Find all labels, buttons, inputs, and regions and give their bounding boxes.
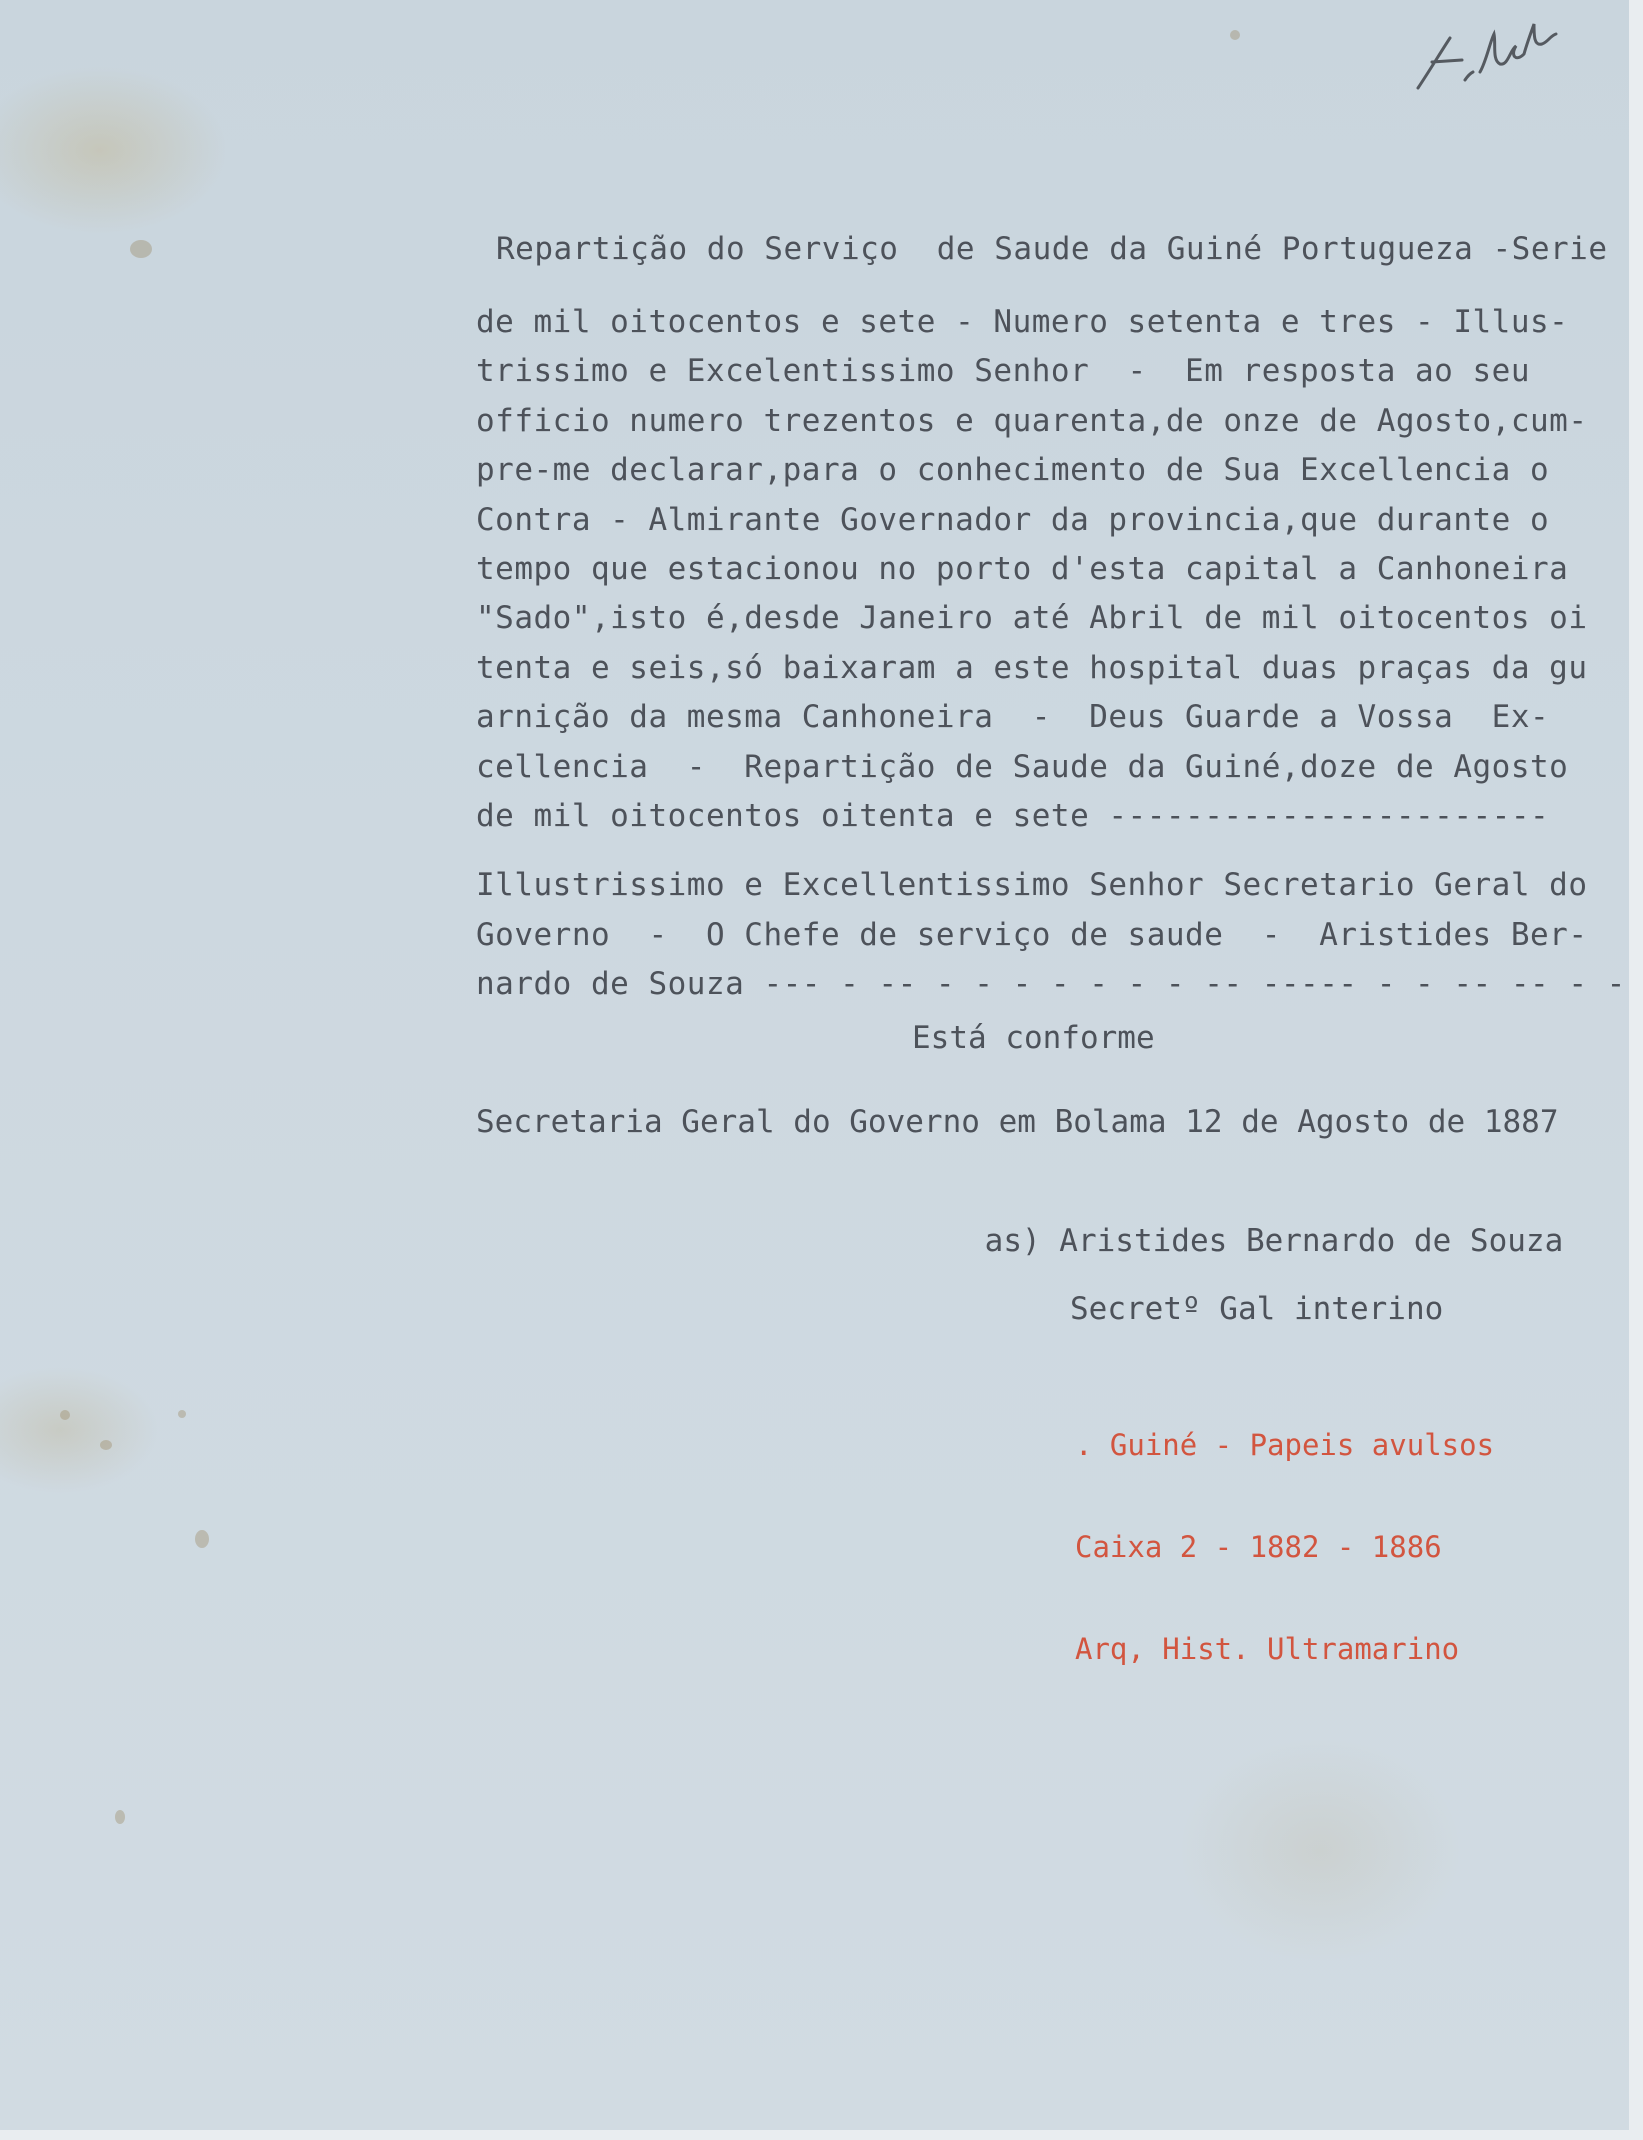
letter-line: Repartição do Serviço de Saude da Guiné Portugueza -Serie [496,231,1608,267]
signature-name: as) Aristides Bernardo de Souza [984,1223,1564,1259]
page-edge-bottom [0,2130,1643,2140]
letter-line: Contra - Almirante Governador da provincia,que durante o [476,501,1550,538]
letter-line: trissimo e Excelentissimo Senhor - Em resposta ao seu [476,353,1530,390]
signature-title: Secretº Gal interino [1070,1291,1444,1327]
letter-line: de mil oitocentos oitenta e sete ----------------------- [476,797,1550,834]
foxing-spot [100,1440,112,1450]
foxing-spot [1230,30,1240,40]
archive-stamp-line: Caixa 2 - 1882 - 1886 [1075,1530,1442,1564]
foxing-spot [130,240,152,258]
foxing-spot [115,1810,125,1824]
page-edge-right [1629,0,1643,2140]
letter-line: Governo - O Chefe de serviço de saude - Aristides Ber- [476,916,1588,953]
foxing-spot [60,1410,70,1420]
letter-line: "Sado",isto é,desde Janeiro até Abril de mil oitocentos oi [476,600,1588,637]
foxing-spot [195,1530,209,1548]
handwritten-signature-pencil [1410,10,1580,100]
letter-line: arnição da mesma Canhoneira - Deus Guarde a Vossa Ex- [476,699,1550,736]
archive-stamp-line: Arq, Hist. Ultramarino [1075,1632,1460,1666]
letter-line: tenta e seis,só baixaram a este hospital duas praças da gu [476,649,1588,686]
foxing-spot [178,1410,186,1418]
conforme-label: Está conforme [912,1020,1155,1056]
letter-line: officio numero trezentos e quarenta,de onze de Agosto,cum- [476,402,1588,439]
attestation-line: Secretaria Geral do Governo em Bolama 12 de Agosto de 1887 [476,1104,1559,1140]
archive-stamp-line: . Guiné - Papeis avulsos [1075,1428,1495,1462]
letter-line: de mil oitocentos e sete - Numero setenta e tres - Illus- [476,304,1569,340]
letter-line: cellencia - Repartição de Saude da Guiné,doze de Agosto [476,748,1569,785]
letter-line: nardo de Souza --- - -- - - - - - - - -- ----- - - -- -- - - [476,966,1626,1003]
letter-body [476,222,1631,1009]
letter-line: tempo que estacionou no porto d'esta capital a Canhoneira [476,550,1569,587]
letter-line: pre-me declarar,para o conhecimento de Sua Excellencia o [476,452,1550,489]
letter-line: Illustrissimo e Excellentissimo Senhor Secretario Geral do [476,867,1588,904]
archive-stamp [1075,1360,1494,1734]
